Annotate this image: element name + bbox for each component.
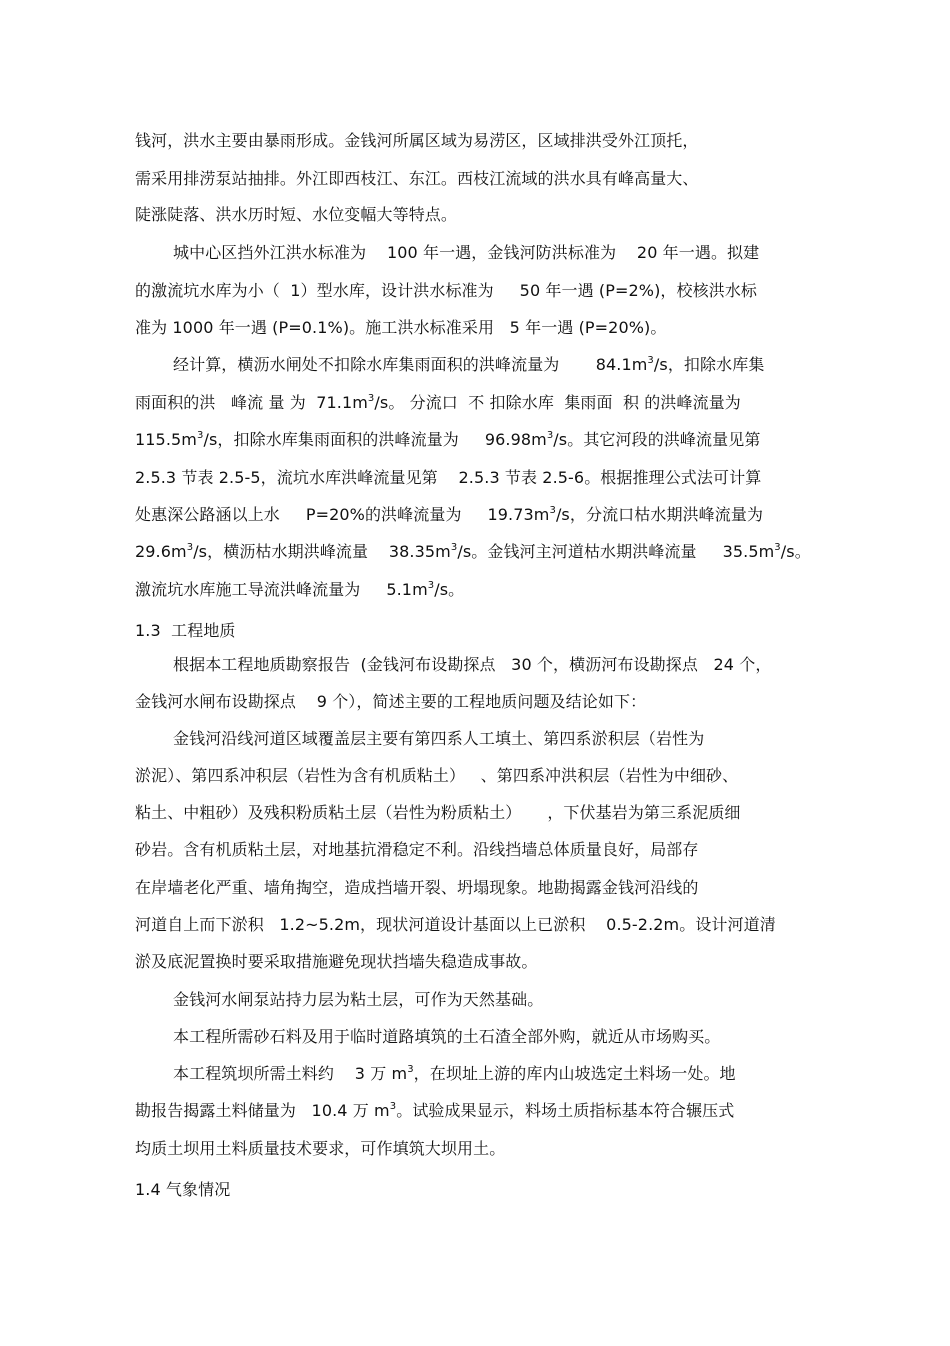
paragraph-line: 城中心区挡外江洪水标准为 100 年一遇，金钱河防洪标准为 20 年一遇。拟建 [173, 243, 760, 262]
paragraph-line: 雨面积的洪 峰流 量 为 $71.1m^3/s$。 分流口 不 扣除水库 集雨面 积 的洪峰流量为 [135, 393, 741, 412]
paragraph-line: 的激流坑水库为小（ 1）型水库，设计洪水标准为 50 年一遇 (P=2%)，校核洪水标 [135, 281, 758, 300]
paragraph-line: 淤及底泥置换时要采取措施避免现状挡墙失稳造成事故。 [135, 952, 538, 971]
paragraph-line: 2.5.3 节表 2.5-5，流坑水库洪峰流量见第 2.5.3 节表 2.5-6。根据推理公式法可计算 [135, 468, 762, 487]
paragraph-line: 根据本工程地质勘察报告 (金钱河布设勘探点 30 个，横沥河布设勘探点 24 个， [173, 655, 772, 674]
paragraph-line: 激流坑水库施工导流洪峰流量为 $5.1m^3/s$。 [135, 580, 465, 599]
paragraph-line: 金钱河水闸布设勘探点 9 个），简述主要的工程地质问题及结论如下： [135, 692, 647, 711]
paragraph-line: 淤泥）、第四系冲积层（岩性为含有机质粘土） 、第四系冲洪积层（岩性为中细砂、 [135, 766, 739, 785]
paragraph-line: 陡涨陡落、洪水历时短、水位变幅大等特点。 [135, 205, 458, 224]
paragraph-line: 在岸墙老化严重、墙角掏空，造成挡墙开裂、坍塌现象。地勘揭露金钱河沿线的 [135, 878, 699, 897]
paragraph-line: 勘报告揭露土料储量为 10.4 万 $m^3$。试验成果显示，料场土质指标基本符合辗压式 [135, 1101, 735, 1120]
paragraph-line: 金钱河沿线河道区域覆盖层主要有第四系人工填土、第四系淤积层（岩性为 [173, 729, 705, 748]
paragraph-line: 砂岩。含有机质粘土层，对地基抗滑稳定不利。沿线挡墙总体质量良好，局部存 [135, 840, 699, 859]
section-heading: 1.4 气象情况 [135, 1180, 231, 1199]
paragraph-line: 处惠深公路涵以上水 P=20%的洪峰流量为 $19.73m^3/s$，分流口枯水期洪峰流量为 [135, 505, 764, 524]
section-heading: 1.3 工程地质 [135, 621, 236, 640]
paragraph-line: 金钱河水闸泵站持力层为粘土层，可作为天然基础。 [173, 990, 544, 1009]
paragraph-line: $115.5m^3/s$，扣除水库集雨面积的洪峰流量为 $96.98m^3/s$。其它河段的洪峰流量见第 [135, 430, 761, 449]
paragraph-line: 准为 1000 年一遇 (P=0.1%)。施工洪水标准采用 5 年一遇 (P=20%)。 [135, 318, 667, 337]
paragraph-line: 本工程所需砂石料及用于临时道路填筑的土石渣全部外购，就近从市场购买。 [173, 1027, 721, 1046]
paragraph-line: 钱河，洪水主要由暴雨形成。金钱河所属区域为易涝区，区域排洪受外江顶托， [135, 131, 699, 150]
paragraph-line: $29.6m^3/s$，横沥枯水期洪峰流量 $38.35m^3/s$。金钱河主河道枯水期洪峰流量 $35.5m^3/s$。 [135, 542, 811, 561]
paragraph-line: 粘土、中粗砂）及残积粉质粘土层（岩性为粉质粘土） ，下伏基岩为第三系泥质细 [135, 803, 741, 822]
paragraph-line: 均质土坝用土料质量技术要求，可作填筑大坝用土。 [135, 1139, 506, 1158]
paragraph-line: 需采用排涝泵站抽排。外江即西枝江、东江。西枝江流域的洪水具有峰高量大、 [135, 169, 699, 188]
paragraph-line: 经计算，横沥水闸处不扣除水库集雨面积的洪峰流量为 $84.1m^3/s$，扣除水库集 [173, 355, 765, 374]
paragraph-line: 河道自上而下淤积 1.2~5.2m，现状河道设计基面以上已淤积 0.5-2.2m。设计河道清 [135, 915, 776, 934]
paragraph-line: 本工程筑坝所需土料约 3 万 $m^3$，在坝址上游的库内山坡选定土料场一处。地 [173, 1064, 736, 1083]
